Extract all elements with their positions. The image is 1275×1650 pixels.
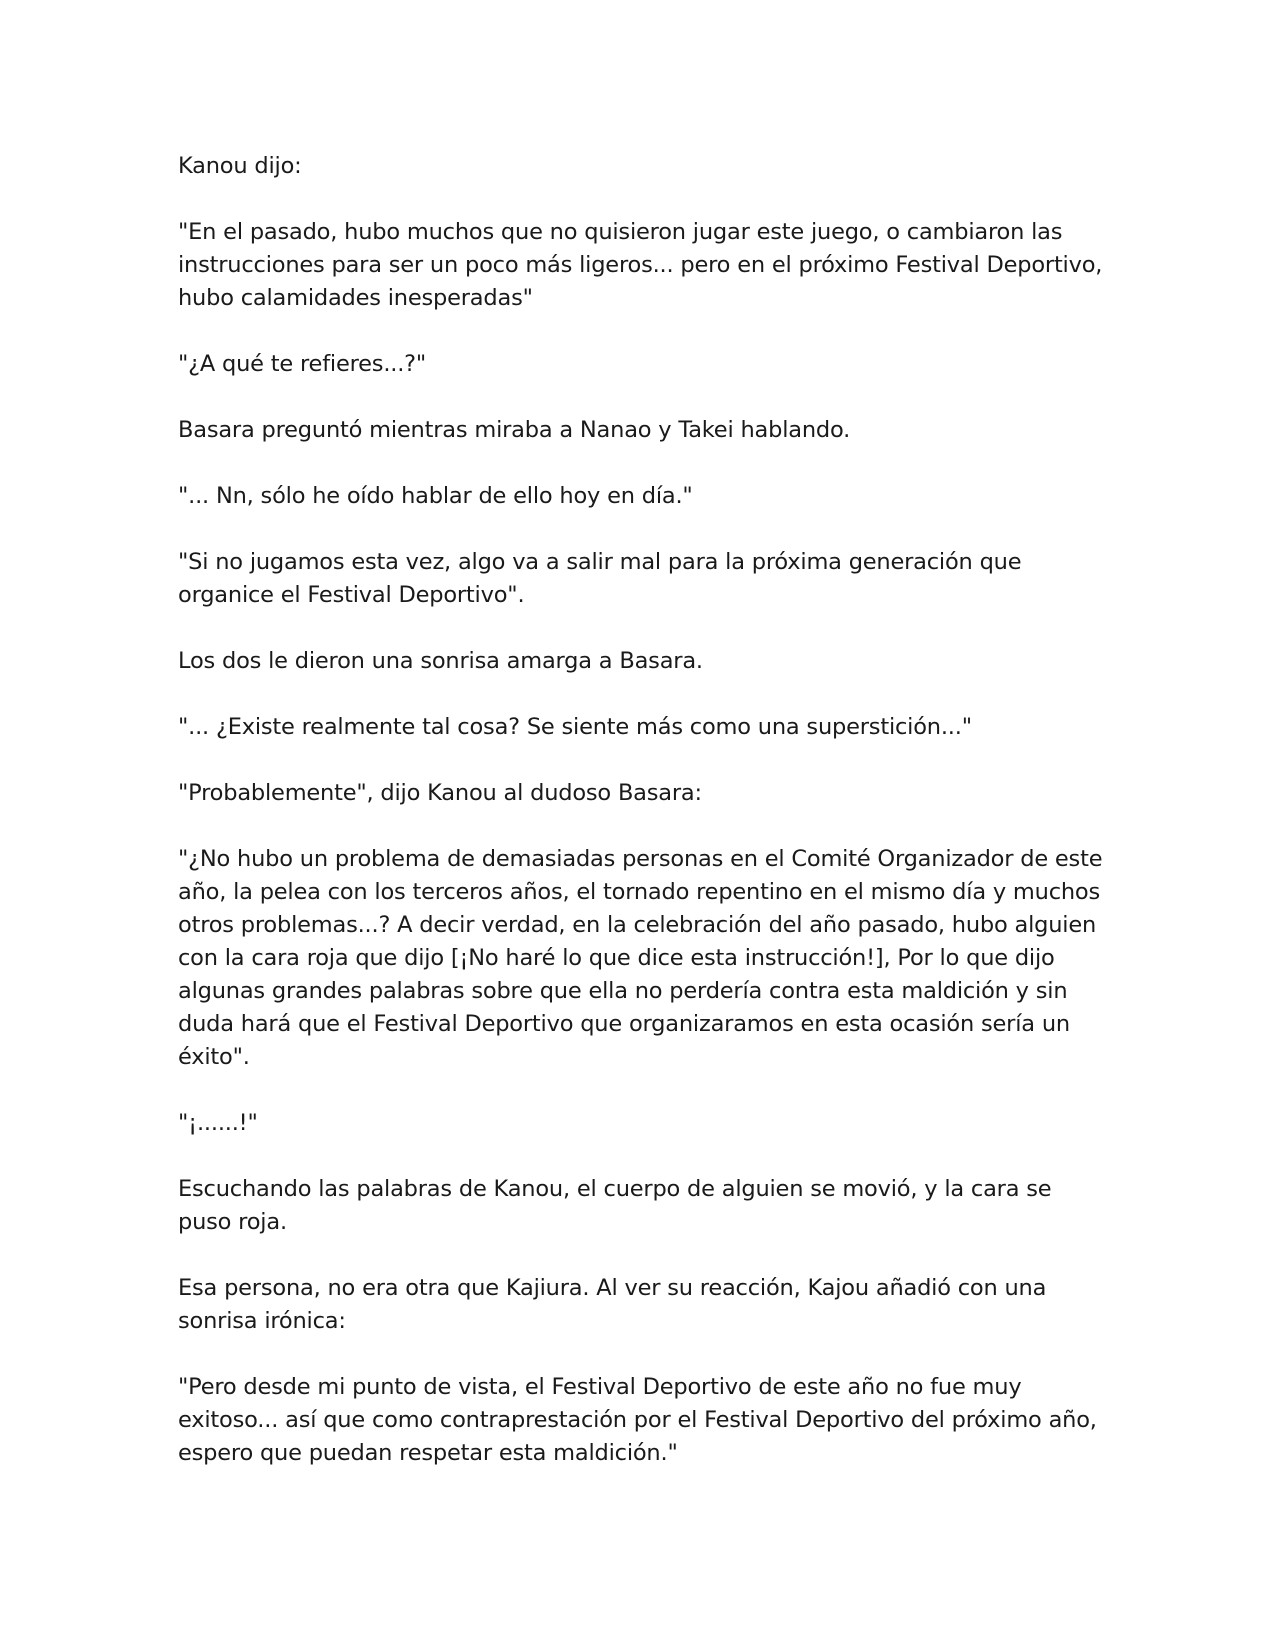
- paragraph-existe-realmente: "... ¿Existe realmente tal cosa? Se siente más como una superstición...": [178, 714, 972, 740]
- paragraph-en-el-pasado: "En el pasado, hubo muchos que no quisieron jugar este juego, o cambiaron las instrucciones para ser un poco más ligeros... pero en el próximo Festival Deportivo, hubo calamidades inesperadas": [178, 219, 1103, 311]
- paragraph-los-dos: Los dos le dieron una sonrisa amarga a Basara.: [178, 648, 703, 674]
- paragraph-escuchando: Escuchando las palabras de Kanou, el cuerpo de alguien se movió, y la cara se puso roja.: [178, 1176, 1052, 1235]
- paragraph-exclamation: "¡......!": [178, 1110, 258, 1136]
- paragraph-a-que-te-refieres: "¿A qué te refieres...?": [178, 351, 427, 377]
- paragraph-no-hubo-un-problema: "¿No hubo un problema de demasiadas personas en el Comité Organizador de este año, la pelea con los terceros años, el tornado repentino en el mismo día y muchos otros problemas...? A decir verdad, en la celebración del año pasado, hubo alguien con la cara roja que dijo [¡No haré lo que dice esta instrucción!], Por lo que dijo algunas grandes palabras sobre que ella no perdería contra esta maldición y sin duda hará que el Festival Deportivo que organizaramos en esta ocasión sería un éxito".: [178, 846, 1103, 1070]
- document-body: [178, 150, 1108, 1503]
- paragraph-basara-pregunto: Basara preguntó mientras miraba a Nanao y Takei hablando.: [178, 417, 851, 443]
- paragraph-esa-persona: Esa persona, no era otra que Kajiura. Al ver su reacción, Kajou añadió con una sonrisa irónica:: [178, 1275, 1047, 1334]
- paragraph-si-no-jugamos: "Si no jugamos esta vez, algo va a salir mal para la próxima generación que organice el Festival Deportivo".: [178, 549, 1022, 608]
- paragraph-kanou-dijo: Kanou dijo:: [178, 153, 302, 179]
- paragraph-probablemente: "Probablemente", dijo Kanou al dudoso Basara:: [178, 780, 702, 806]
- paragraph-nn-solo-he-oido: "... Nn, sólo he oído hablar de ello hoy en día.": [178, 483, 693, 509]
- paragraph-pero-desde-mi-punto: "Pero desde mi punto de vista, el Festival Deportivo de este año no fue muy exitoso... así que como contraprestación por el Festival Deportivo del próximo año, espero que puedan respetar esta maldición.": [178, 1374, 1097, 1466]
